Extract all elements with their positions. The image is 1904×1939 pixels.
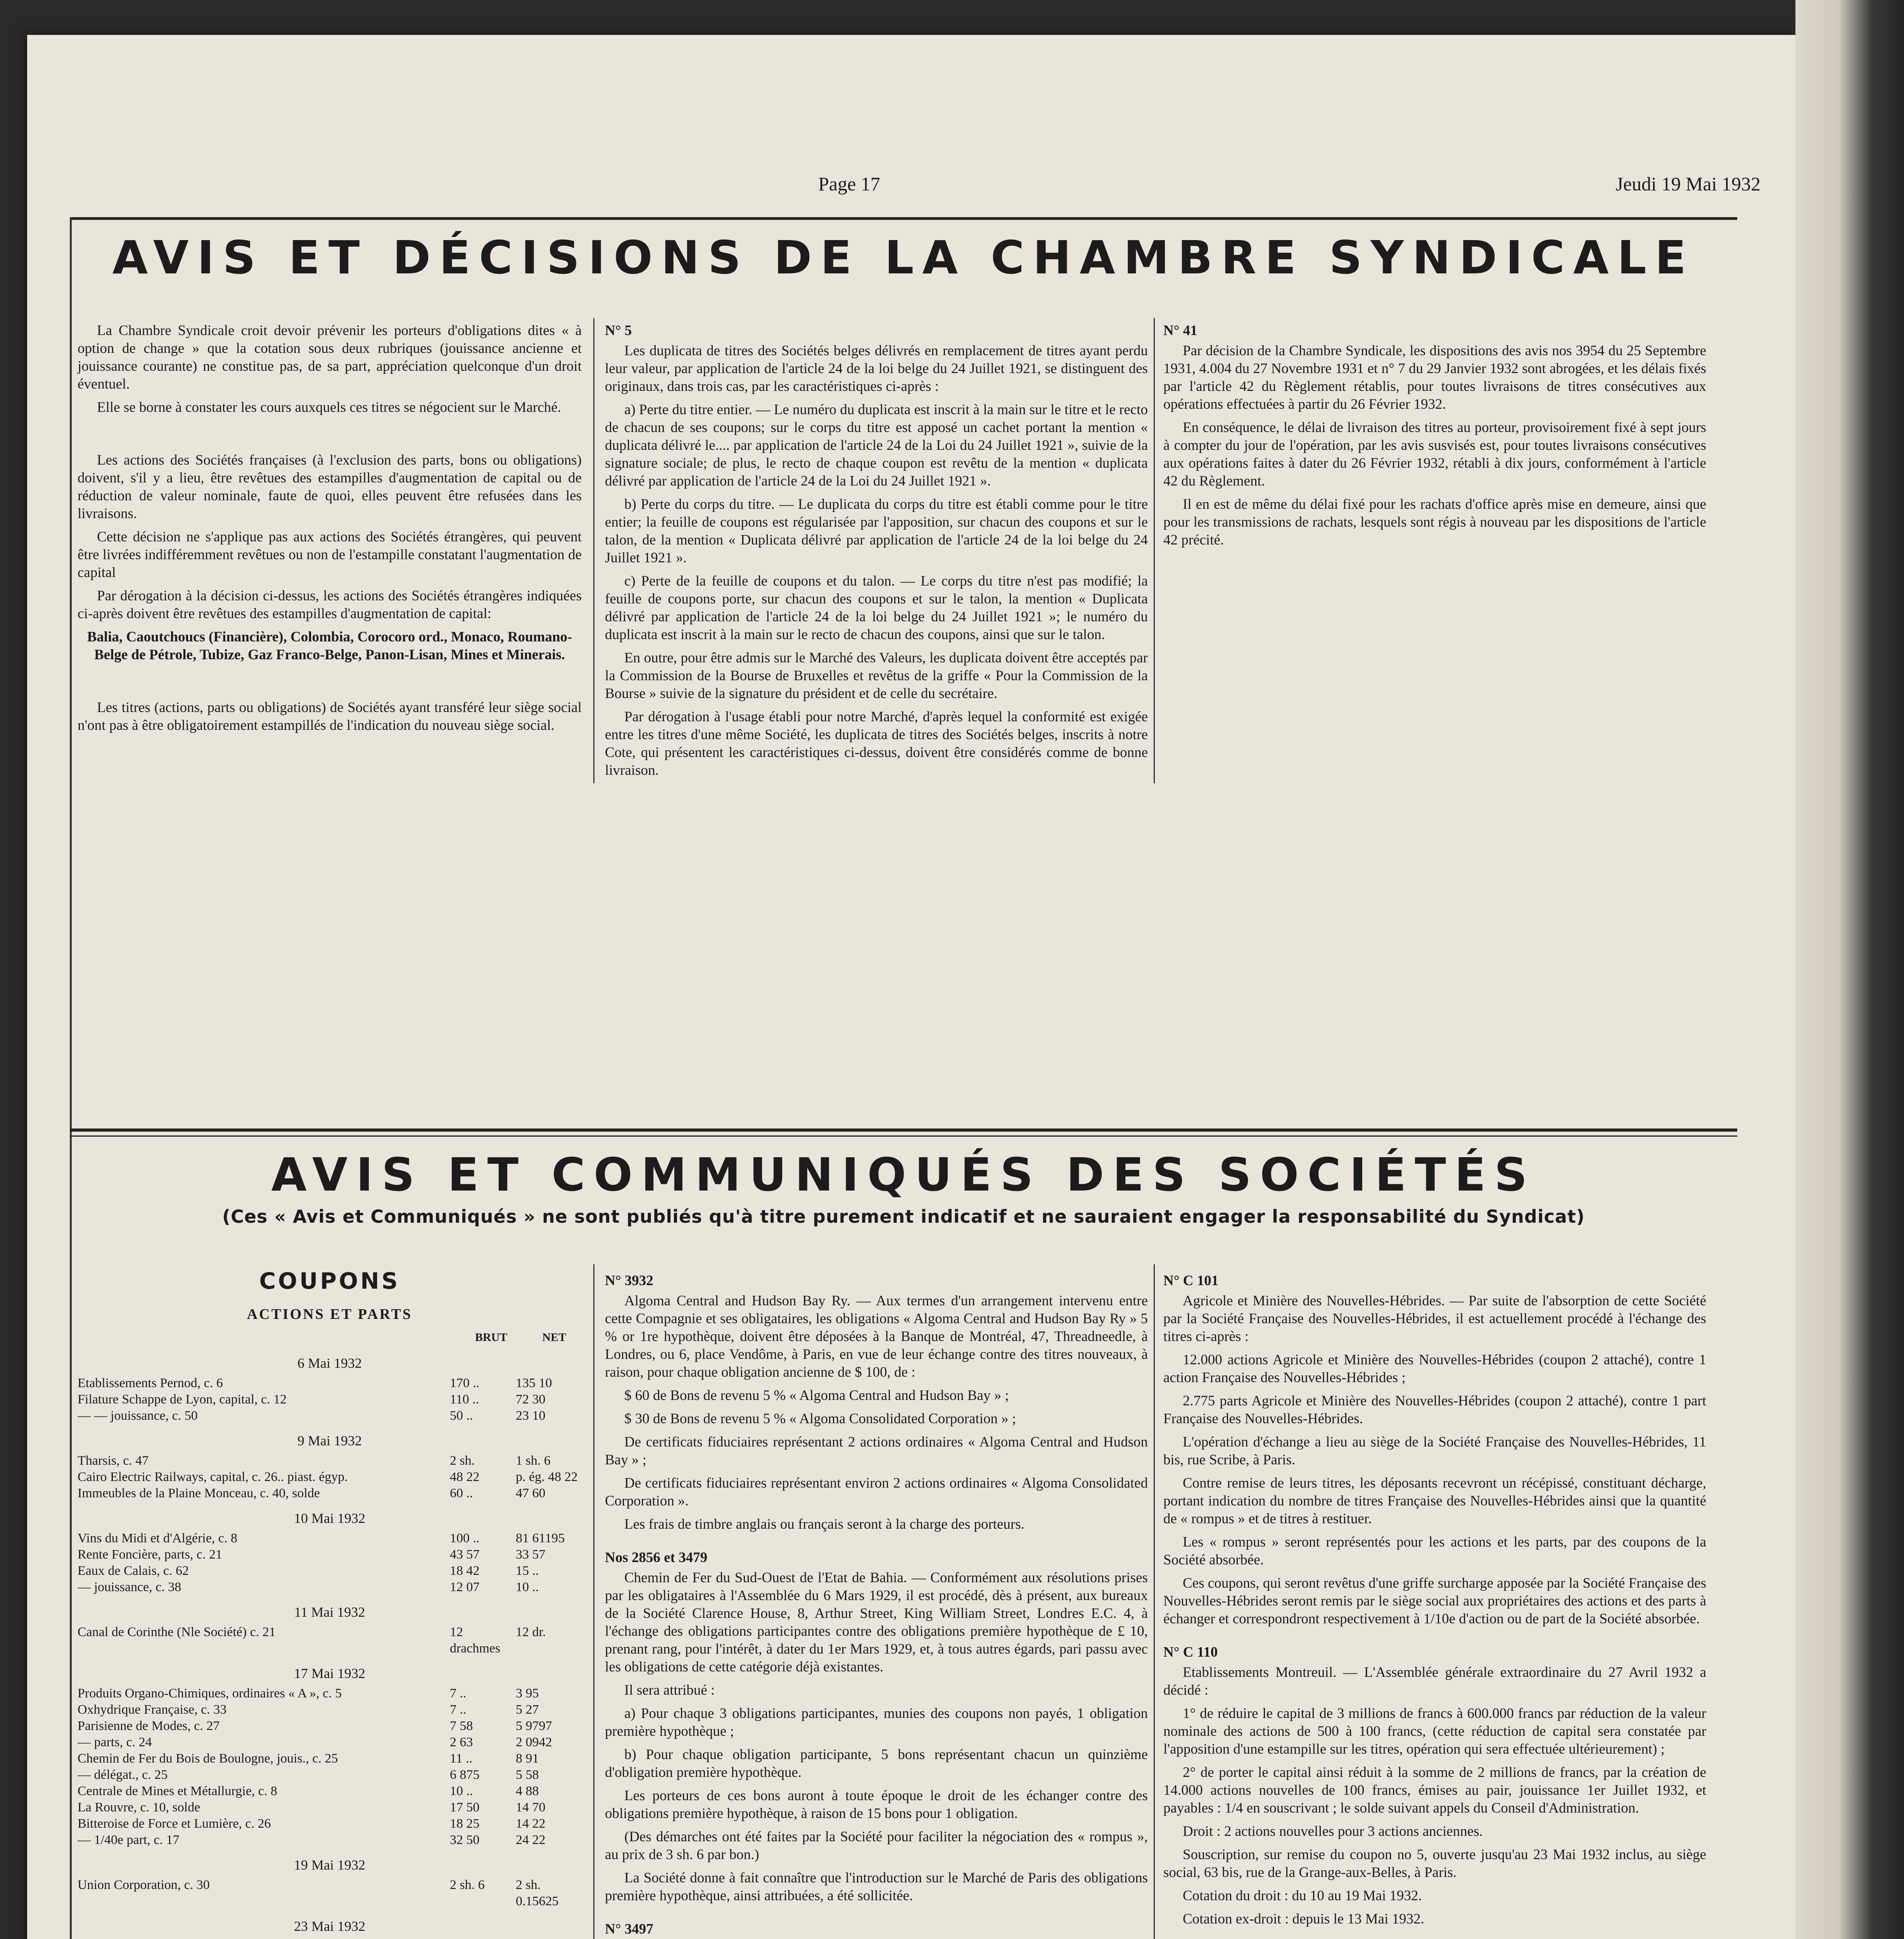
section2-col2 [605,1272,1148,1939]
coupon-name: Centrale de Mines et Métallurgie, c. 8 [78,1784,277,1798]
section1-divider-2 [1154,318,1155,783]
coupon-brut: 43 57 [450,1547,480,1562]
coupon-name: Oxhydrique Française, c. 33 [78,1702,227,1717]
coupon-name: La Rouvre, c. 10, solde [78,1800,200,1815]
coupon-row [78,1547,582,1563]
coupon-name: Union Corporation, c. 30 [78,1878,210,1892]
coupon-brut: 10 .. [450,1784,473,1798]
coupons-column [78,1268,582,1939]
coupon-name: — délégat., c. 25 [78,1768,168,1782]
coupon-net: 14 70 [516,1800,546,1815]
coupon-name: — jouissance, c. 38 [78,1580,181,1594]
coupon-row [78,1375,582,1391]
coupon-net: 4 88 [516,1784,539,1798]
section2-col3 [1163,1272,1706,1939]
coupon-net: 47 60 [516,1486,546,1500]
coupon-name: Produits Organo-Chimiques, ordinaires « A », c. 5 [78,1686,342,1701]
coupon-row [78,1530,582,1547]
running-head [27,173,1795,207]
coupon-net: 2 sh. 0.15625 [516,1878,559,1908]
coupon-groups [78,1354,582,1939]
coupon-name: Bitteroise de Force et Lumière, c. 26 [78,1816,271,1831]
coupon-name: — — jouissance, c. 50 [78,1408,198,1423]
coupon-net: 81 61195 [516,1531,565,1545]
coupon-brut: 11 .. [450,1751,473,1766]
coupon-brut: 17 50 [450,1800,480,1815]
section-separator [70,1128,1737,1132]
top-rule [70,217,1737,220]
coupon-net: 5 9797 [516,1719,552,1733]
notice-paragraph: Il en est de même du délai fixé pour les rachats d'office après mise en demeure, ainsi que pour les transmissions de rachats, lesquels sont régis à nouveau par les dispositions de l'article 42 précité. [1163,496,1706,548]
coupon-net: 5 27 [516,1702,539,1717]
notice-paragraph: (Des démarches ont été faites par la Société pour faciliter la négociation des « rompus », au prix de 3 sh. 6 par bon.) [605,1829,1148,1863]
section-separator-2 [70,1135,1737,1137]
coupon-brut: 7 .. [450,1686,466,1701]
coupon-brut: 2 sh. [450,1453,475,1468]
section1-col3 [1163,322,1706,555]
notice-paragraph: La Société donne à fait connaître que l'introduction sur le Marché de Paris des obligations première hypothèque, ainsi attribuées, a été sollicitée. [605,1870,1148,1904]
notice-paragraph: a) Perte du titre entier. — Le numéro du duplicata est inscrit à la main sur le titre et le recto de chacun de ses coupons; sur le corps du titre est apposé un cachet portant la mention « duplicata délivré le.... par application de l'article 24 de la Loi du 24 Juillet 1921 », suivie de la signature sociale; de plus, le recto de chaque coupon est revêtu de la mention « duplicata délivré par application de l'article 24 de la Loi du 24 Juillet 1921 ». [605,402,1148,489]
notice-paragraph: Les frais de timbre anglais ou français seront à la charge des porteurs. [624,1516,1025,1532]
coupon-row [78,1816,582,1832]
notice-paragraph: Algoma Central and Hudson Bay Ry. — Aux termes d'un arrangement intervenu entre cette Compagnie et ses obligataires, les obligations « Algoma Central and Hudson Bay Ry » 5 % or 1re hypothèque, doivent être déposées à la Banque de Montréal, 47, Threadneedle, à Londres, ou 6, place Vendôme, à Paris, en vue de leur échange contre des titres nouveaux, à raison, pour chaque obligation ancienne de $ 100, de : [605,1293,1148,1380]
section1-col1 [78,322,582,740]
notice-paragraph: $ 30 de Bons de revenu 5 % « Algoma Consolidated Corporation » ; [624,1411,1016,1427]
coupon-table [78,1685,582,1848]
coupon-date: 6 Mai 1932 [297,1355,362,1371]
coupon-name: Vins du Midi et d'Algérie, c. 8 [78,1531,238,1545]
coupon-row [78,1453,582,1469]
coupon-name: Eaux de Calais, c. 62 [78,1564,189,1578]
coupon-name: — 1/40e part, c. 17 [78,1833,180,1847]
coupon-row [78,1563,582,1579]
coupon-net: 2 0942 [516,1735,552,1749]
notice-paragraph: Elle se borne à constater les cours auxquels ces titres se négocient sur le Marché. [97,399,561,415]
notice-number: N° 3497 [605,1921,653,1937]
notice-paragraph: Ces coupons, qui seront revêtus d'une griffe surcharge apposée par la Société Française des Nouvelles-Hébrides seront remis par le siège social aux propriétaires des actions et des parts à échanger et correspondront respectivement à 1/10e d'action ou de part de la Société absorbée. [1163,1575,1706,1627]
notice-paragraph: 2° de porter le capital ainsi réduit à la somme de 2 millions de francs, par la création de 14.000 actions nouvelles de 100 francs, émises au pair, jouissance 1er Juillet 1932, et payables : 1/4 en souscrivant ; le solde suivant appels du Conseil d'Administration. [1163,1764,1706,1816]
notice-paragraph: a) Pour chaque 3 obligations participantes, munies des coupons non payés, 1 obligation première hypothèque ; [605,1706,1148,1739]
coupon-row [78,1685,582,1702]
notice-number: N° 3932 [605,1273,653,1289]
coupon-brut: 50 .. [450,1408,473,1423]
section2-divider-2 [1154,1264,1155,1939]
coupon-row [78,1877,582,1910]
notice-paragraph: $ 60 de Bons de revenu 5 % « Algoma Central and Hudson Bay » ; [624,1388,1009,1403]
coupon-name: Canal de Corinthe (Nle Société) c. 21 [78,1625,276,1639]
coupon-net: 14 22 [516,1816,546,1831]
coupon-row [78,1391,582,1408]
notice-paragraph: 2.775 parts Agricole et Minière des Nouvelles-Hébrides (coupon 2 attaché), contre 1 part Française des Nouvelles-Hébrides. [1163,1393,1706,1427]
coupon-row [78,1702,582,1718]
section2-divider-1 [593,1264,594,1939]
coupon-row [78,1783,582,1799]
notice-number: N° C 101 [1163,1273,1219,1289]
coupon-net: 5 58 [516,1768,539,1782]
notice-paragraph: La Chambre Syndicale croit devoir prévenir les porteurs d'obligations dites « à option de change » que la cotation sous deux rubriques (jouissance ancienne et jouissance courante) ne constitue pas, de sa part, appréciation quelconque d'un droit éventuel. [78,323,582,392]
coupon-net: 15 .. [516,1564,539,1578]
notice-paragraph: Les porteurs de ces bons auront à toute époque le droit de les échanger contre des obligations première hypothèque, à raison de 15 bons pour 1 obligation. [605,1788,1148,1821]
coupon-name: Rente Foncière, parts, c. 21 [78,1547,222,1562]
coupon-brut: 7 .. [450,1702,466,1717]
coupon-brut: 170 .. [450,1376,480,1390]
coupon-table [78,1375,582,1424]
notice-paragraph: L'opération d'échange a lieu au siège de la Société Française des Nouvelles-Hébrides, 11 bis, rue Scribe, à Paris. [1163,1434,1706,1468]
coupons-title: COUPONS [259,1268,400,1294]
coupon-row [78,1734,582,1751]
coupon-net: 24 22 [516,1833,546,1847]
coupon-net: 3 95 [516,1686,539,1701]
notice-paragraph: Droit : 2 actions nouvelles pour 3 actions anciennes. [1183,1823,1483,1839]
notice-paragraph: Contre remise de leurs titres, les déposants recevront un récépissé, constituant décharge, portant indication du nombre de titres Française des Nouvelles-Hébrides ainsi que la quantité de « rompus » et de titres à restituer. [1163,1475,1706,1527]
notice-number: N° 41 [1163,323,1197,339]
coupon-net: p. ég. 48 22 [516,1470,578,1484]
coupon-row [78,1485,582,1502]
coupon-row [78,1579,582,1595]
section1-divider-1 [593,318,594,783]
page-edge-shadow [1795,0,1904,1939]
coupon-row [78,1624,582,1657]
coupon-row [78,1718,582,1734]
notice-paragraph: De certificats fiduciaires représentant 2 actions ordinaires « Algoma Central and Hudson Bay » ; [605,1434,1148,1468]
notice-paragraph: b) Pour chaque obligation participante, 5 bons représentant chacun un quinzième d'obligation première hypothèque. [605,1747,1148,1780]
coupon-date: 19 Mai 1932 [294,1857,365,1873]
notice-paragraph: Agricole et Minière des Nouvelles-Hébrides. — Par suite de l'absorption de cette Société par la Société Française des Nouvelles-Hébrides, il est actuellement procédé à l'échange des titres ci-après : [1163,1293,1706,1345]
coupon-row [78,1408,582,1424]
coupon-row [78,1799,582,1816]
coupon-net: 8 91 [516,1751,539,1766]
notice-paragraph: Les « rompus » seront représentés pour les actions et les parts, par des coupons de la Société absorbée. [1163,1534,1706,1568]
coupon-net: 33 57 [516,1547,546,1562]
notice-paragraph: Les titres (actions, parts ou obligations) de Sociétés ayant transféré leur siège social n'ont pas à être obligatoirement estampillés de l'indication du nouveau siège social. [78,700,582,733]
coupon-brut: 60 .. [450,1486,473,1500]
notice-paragraph: 1° de réduire le capital de 3 millions de francs à 600.000 francs par réduction de la valeur nominale des actions de 500 à 100 francs, (cette réduction de capital sera constatée par l'apposition d'une estampille sur les titres, opération qui sera effectuée ultérieurement) ; [1163,1706,1706,1757]
coupon-table [78,1624,582,1657]
coupon-table [78,1530,582,1595]
section2-subtitle: (Ces « Avis et Communiqués » ne sont publiés qu'à titre purement indicatif et ne sauraient engager la responsabilité du Syndicat) [222,1206,1585,1227]
coupon-row [78,1751,582,1767]
notice-paragraph: De certificats fiduciaires représentant environ 2 actions ordinaires « Algoma Consolidated Corporation ». [605,1475,1148,1509]
notice-paragraph: Souscription, sur remise du coupon no 5, ouverte jusqu'au 23 Mai 1932 inclus, au siège social, 63 bis, rue de la Grange-aux-Belles, à Paris. [1163,1847,1706,1880]
coupon-brut: 32 50 [450,1833,480,1847]
coupon-date: 10 Mai 1932 [294,1510,365,1526]
coupon-net: 1 sh. 6 [516,1453,551,1468]
coupon-name: Filature Schappe de Lyon, capital, c. 12 [78,1392,287,1407]
coupon-brut: 7 58 [450,1719,473,1733]
coupon-name: Tharsis, c. 47 [78,1453,149,1468]
notice-paragraph: Les actions des Sociétés françaises (à l'exclusion des parts, bons ou obligations) doivent, s'il y a lieu, être revêtues des estampilles d'augmentation de capital ou de réduction de valeur nominale, faute de quoi, elles peuvent être refusées dans les livraisons. [78,452,582,522]
coupon-table [78,1877,582,1910]
brut-header: BRUT [475,1331,508,1344]
notice-number: N° 5 [605,323,632,339]
notice-paragraph: En conséquence, le délai de livraison des titres au porteur, provisoirement fixé à sept jours à compter du jour de l'opération, par les avis susvisés est, pour toutes livraisons consécutives aux opérations faites à dater du 26 Février 1932, rétabli à dix jours, conformément à l'article 42 du Règlement. [1163,420,1706,489]
section2-title: AVIS ET COMMUNIQUÉS DES SOCIÉTÉS [271,1148,1536,1201]
notice-paragraph: Les duplicata de titres des Sociétés belges délivrés en remplacement de titres ayant perdu leur valeur, par application de l'article 24 de la loi belge du 24 Juillet 1921, se distinguent des originaux, dans trois cas, par les caractéristiques ci-après : [605,343,1148,394]
notice-paragraph: Par décision de la Chambre Syndicale, les dispositions des avis nos 3954 du 25 Septembre 1931, 4.004 du 27 Novembre 1931 et n° 7 du 29 Janvier 1932 sont abrogées, et les délais fixés par l'article 42 du Règlement rétablis, pour toutes livraisons de titres consécutives aux opérations effectuées à partir du 26 Février 1932. [1163,343,1706,412]
coupon-row [78,1469,582,1485]
notice-paragraph: Chemin de Fer du Sud-Ouest de l'Etat de Bahia. — Conformément aux résolutions prises par les obligataires à l'Assemblée du 6 Mars 1929, il est procédé, dès à présent, aux bureaux de la Société Clarence House, 8, Arthur Street, King William Street, Londres E.C. 4, à l'échange des obligations participantes contre des obligations première hypothèque de £ 10, prenant rang, pour l'intérêt, à dater du 1er Mars 1929, et, à tous autres égards, pari passu avec les obligations de cette catégorie déjà existantes. [605,1570,1148,1675]
coupon-brut: 12 drachmes [450,1625,501,1656]
coupon-date: 9 Mai 1932 [297,1433,362,1448]
coupon-row [78,1767,582,1783]
coupon-net: 10 .. [516,1580,539,1594]
coupon-date: 23 Mai 1932 [294,1918,365,1934]
notice-paragraph: Cette décision ne s'applique pas aux actions des Sociétés étrangères, qui peuvent être livrées indifféremment revêtues ou non de l'estampille constatant l'augmentation de capital [78,529,582,581]
section1-title: AVIS ET DÉCISIONS DE LA CHAMBRE SYNDICALE [112,231,1695,284]
coupon-brut: 2 sh. 6 [450,1878,485,1892]
coupon-net: 12 dr. [516,1625,546,1639]
coupon-brut: 100 .. [450,1531,480,1545]
notice-paragraph: Par dérogation à l'usage établi pour notre Marché, d'après lequel la conformité est exigée entre les titres d'une même Société, les duplicata de titres des Sociétés belges, inscrits à notre Cote, qui présentent les caractéristiques ci-dessus, doivent être considérés comme de bonne livraison. [605,709,1148,778]
notice-paragraph: b) Perte du corps du titre. — Le duplicata du corps du titre est établi comme pour le titre entier; la feuille de coupons est régularisée par l'apposition, sur chacun des coupons et sur le talon, de la mention « Duplicata délivré par application de l'article 24 de la loi belge du 24 Juillet 1921 ». [605,496,1148,566]
net-header: NET [542,1331,566,1344]
coupon-net: 135 10 [516,1376,552,1390]
issue-date: Jeudi 19 Mai 1932 [1615,173,1761,195]
coupon-name: Etablissements Pernod, c. 6 [78,1376,223,1390]
notice-paragraph: 12.000 actions Agricole et Minière des Nouvelles-Hébrides (coupon 2 attaché), contre 1 action Française des Nouvelles-Hébrides ; [1163,1352,1706,1386]
coupon-name: — parts, c. 24 [78,1735,152,1749]
notice-paragraph: Cotation ex-droit : depuis le 13 Mai 1932. [1183,1911,1424,1927]
coupon-brut: 2 63 [450,1735,473,1749]
notice-paragraph: Par dérogation à la décision ci-dessus, les actions des Sociétés étrangères indiquées ci-après doivent être revêtues des estampilles d'augmentation de capital: [78,588,582,622]
coupon-brut: 48 22 [450,1470,480,1484]
coupon-name: Cairo Electric Railways, capital, c. 26.. piast. égyp. [78,1470,348,1484]
coupon-brut: 18 25 [450,1816,480,1831]
section1-col2 [605,322,1148,785]
notice-paragraph: Cotation du droit : du 10 au 19 Mai 1932. [1183,1888,1422,1904]
notice-paragraph: En outre, pour être admis sur le Marché des Valeurs, les duplicata doivent être acceptés par la Commission de la Bourse de Bruxelles et revêtus de la griffe « Pour la Commission de la Bourse » suivie de la signature du président et de celle du secrétaire. [605,650,1148,702]
coupon-name: Chemin de Fer du Bois de Boulogne, jouis., c. 25 [78,1751,338,1766]
notice-number: Nos 2856 et 3479 [605,1550,708,1566]
coupon-name: Immeubles de la Plaine Monceau, c. 40, solde [78,1486,320,1500]
coupon-date: 11 Mai 1932 [294,1604,365,1620]
notice-paragraph: c) Perte de la feuille de coupons et du talon. — Le corps du titre n'est pas modifié; la feuille de coupons porte, sur chacun des coupons et sur le talon, la mention « Duplicata délivré par application de l'article 24 de la loi belge du 24 Juillet 1921 »; le numéro du duplicata est inscrit à la main sur le recto de chacun des coupons, ainsi que sur le talon. [605,573,1148,643]
coupon-brut: 18 42 [450,1564,480,1578]
coupon-brut: 110 .. [450,1392,479,1407]
page-number: Page 17 [818,173,880,195]
coupon-row [78,1832,582,1848]
notice-paragraph: Etablissements Montreuil. — L'Assemblée générale extraordinaire du 27 Avril 1932 a décidé : [1163,1664,1706,1698]
coupon-brut: 6 875 [450,1768,480,1782]
coupon-column-headers [78,1329,566,1346]
notice-paragraph: Balia, Caoutchoucs (Financière), Colombia, Corocoro ord., Monaco, Roumano-Belge de Pétrole, Tubize, Gaz Franco-Belge, Panon-Lisan, Mines et Minerais. [87,629,572,663]
actions-parts-title: ACTIONS ET PARTS [247,1306,413,1322]
notice-number: N° C 110 [1163,1644,1218,1660]
coupon-name: Parisienne de Modes, c. 27 [78,1719,220,1733]
coupon-brut: 12 07 [450,1580,480,1594]
coupon-net: 72 30 [516,1392,546,1407]
coupon-net: 23 10 [516,1408,546,1423]
coupon-date: 17 Mai 1932 [294,1666,365,1681]
left-rule [70,217,72,1939]
coupon-table [78,1453,582,1502]
notice-paragraph: Il sera attribué : [624,1682,715,1698]
